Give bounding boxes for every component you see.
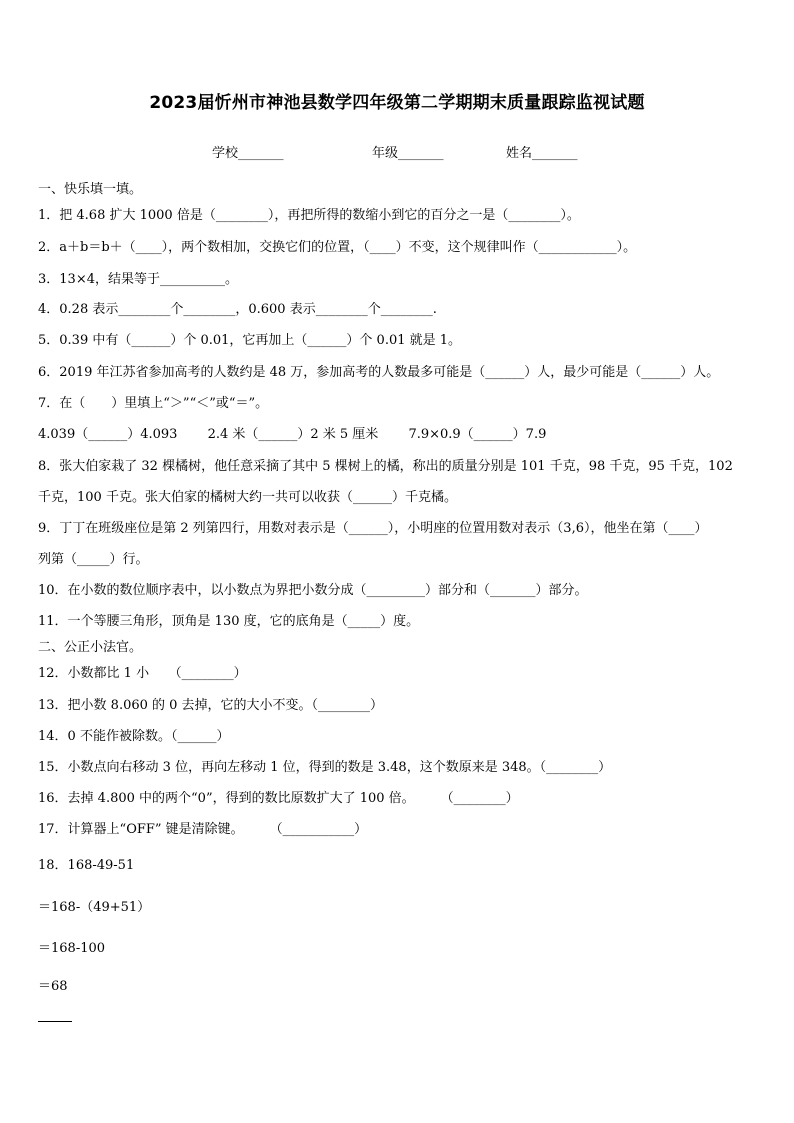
question-14: 14．0 不能作被除数。（______） [38,729,230,744]
question-4: 4．0.28 表示________个________，0.600 表示________个________. [38,302,437,317]
question-9-line-1: 9．丁丁在班级座位是第 2 列第四行，用数对表示是（______），小明座的位置用数对表示（3,6），他坐在第（____） [38,521,708,536]
school-field: 学校_______ [212,146,284,161]
question-5: 5．0.39 中有（______）个 0.01，它再加上（______）个 0.01 就是 1。 [38,333,462,348]
question-1: 1．把 4.68 扩大 1000 倍是（________），再把所得的数缩小到它的百分之一是（________）。 [38,208,580,223]
answer-blank-line [38,1021,72,1022]
question-9-line-2: 列第（_____）行。 [38,552,149,567]
question-7: 7．在（ ）里填上“＞”“＜”或“＝”。 [38,396,269,411]
question-6: 6．2019 年江苏省参加高考的人数约是 48 万，参加高考的人数最多可能是（______）人，最少可能是（______）人。 [38,365,720,380]
question-17: 17．计算器上“OFF” 键是清除键。 （___________） [38,822,368,837]
question-10: 10．在小数的数位顺序表中，以小数点为界把小数分成（_________）部分和（_______）部分。 [38,583,588,598]
exam-title: 2023届忻州市神池县数学四年级第二学期期末质量跟踪监视试题 [149,93,645,113]
question-15: 15．小数点向右移动 3 位，再向左移动 1 位，得到的数是 3.48，这个数原来是 348。（________） [38,760,612,775]
question-13: 13．把小数 8.060 的 0 去掉，它的大小不变。（________） [38,698,384,713]
question-8-line-2: 千克，100 千克。张大伯家的橘树大约一共可以收获（______）千克橘。 [38,490,457,505]
question-18-line-1: 18．168-49-51 [38,858,135,873]
section-heading-true-false: 二、公正小法官。 [38,640,143,655]
question-8-line-1: 8．张大伯家栽了 32 棵橘树，他任意采摘了其中 5 棵树上的橘，称出的质量分别是 101 千克，98 千克，95 千克，102 [38,459,733,474]
question-2: 2．a＋b＝b＋（____），两个数相加，交换它们的位置，（____）不变，这个规律叫作（____________）。 [38,240,637,255]
question-3: 3．13×4，结果等于__________。 [38,272,238,287]
question-18-line-4: ＝68 [38,979,68,994]
grade-field: 年级_______ [372,146,444,161]
question-12: 12．小数都比 1 小 （________） [38,666,247,681]
question-7-items: 4.039（______）4.093 2.4 米（______）2 米 5 厘米 7.9×0.9（______）7.9 [38,427,547,442]
name-field: 姓名_______ [506,146,578,161]
section-heading-fill-in: 一、快乐填一填。 [38,182,143,197]
question-11: 11．一个等腰三角形，顶角是 130 度，它的底角是（_____）度。 [38,614,420,629]
question-18-line-2: ＝168-（49+51） [38,900,151,915]
question-16: 16．去掉 4.800 中的两个“0”，得到的数比原数扩大了 100 倍。 （________） [38,791,519,806]
question-18-line-3: ＝168-100 [38,941,106,956]
